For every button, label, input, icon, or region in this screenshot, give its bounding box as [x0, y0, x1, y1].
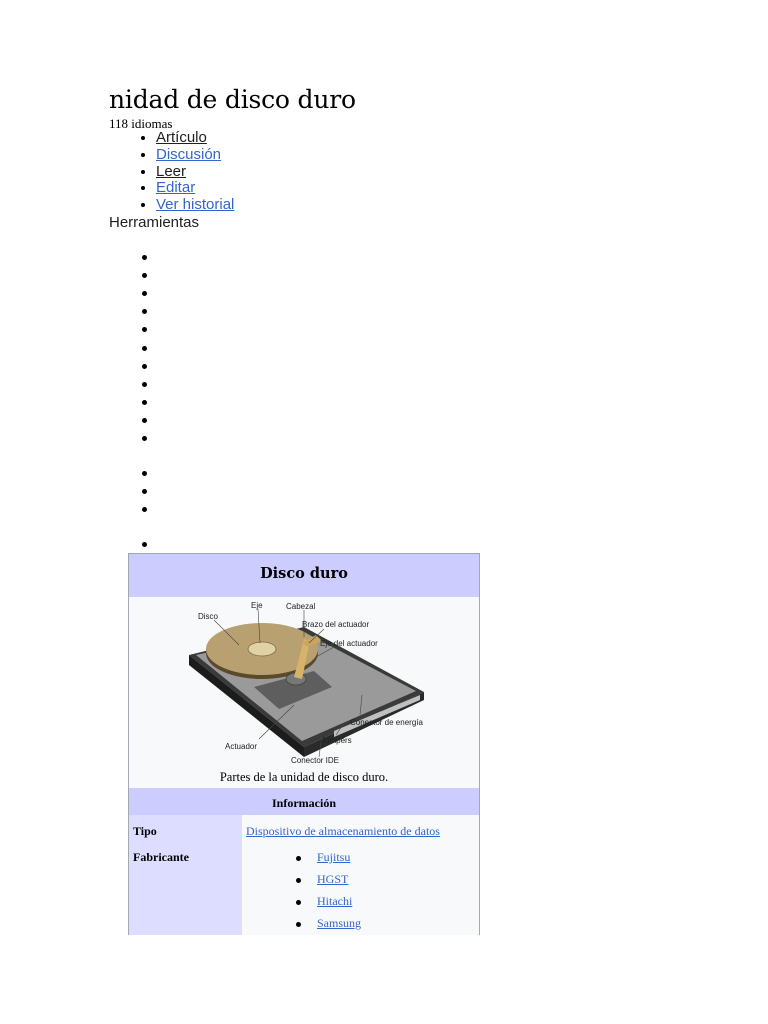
- row-value-tipo: [246, 824, 440, 839]
- tools-list-item[interactable]: [142, 273, 147, 278]
- manufacturer-item: [317, 916, 361, 931]
- tools-list-item[interactable]: [142, 507, 147, 512]
- languages-count[interactable]: 118 idiomas: [109, 116, 173, 131]
- manufacturer-bullet: [296, 856, 301, 861]
- label-disco: Disco: [198, 612, 219, 621]
- tools-menu-label[interactable]: Herramientas: [109, 214, 200, 231]
- manufacturer-bullet: [296, 922, 301, 927]
- tab-discusion: [156, 147, 234, 164]
- tools-list-item[interactable]: [142, 291, 147, 296]
- tools-list-item[interactable]: [142, 400, 147, 405]
- infobox-section-title: Información: [129, 788, 479, 815]
- infobox: [128, 553, 480, 935]
- tab-articulo: [156, 130, 234, 147]
- tools-list-item[interactable]: [142, 489, 147, 494]
- manufacturer-link-hgst[interactable]: HGST: [317, 872, 349, 886]
- tools-list-item[interactable]: [142, 346, 147, 351]
- row-label-tipo: Tipo: [133, 824, 157, 838]
- label-cabezal: Cabezal: [286, 602, 316, 611]
- tools-list-item[interactable]: [142, 471, 147, 476]
- manufacturer-bullet: [296, 900, 301, 905]
- label-conector-energia: Conector de energía: [350, 718, 423, 727]
- tab-leer: [156, 164, 234, 181]
- tipo-link[interactable]: Dispositivo de almacenamiento de datos: [246, 824, 440, 838]
- hard-disk-diagram[interactable]: [184, 597, 429, 769]
- tab-editar: [156, 180, 234, 197]
- manufacturer-link-samsung[interactable]: Samsung: [317, 916, 362, 930]
- tools-list-item[interactable]: [142, 436, 147, 441]
- tab-ver-historial-link[interactable]: Ver historial: [156, 196, 235, 214]
- tools-list-item[interactable]: [142, 418, 147, 423]
- label-brazo: Brazo del actuador: [302, 620, 370, 629]
- manufacturer-bullet: [296, 878, 301, 883]
- tools-list-item[interactable]: [142, 364, 147, 369]
- infobox-caption: Partes de la unidad de disco duro.: [219, 770, 389, 784]
- tools-list-item[interactable]: [142, 327, 147, 332]
- tools-list-item[interactable]: [142, 255, 147, 260]
- page-tabs: [109, 130, 234, 214]
- label-jumpers: Jumpers: [321, 736, 352, 745]
- tab-leer-link[interactable]: Leer: [156, 162, 187, 180]
- label-eje-actuador: Eje del actuador: [320, 639, 378, 648]
- manufacturer-link-fujitsu[interactable]: Fujitsu: [317, 850, 351, 864]
- tools-list-item[interactable]: [142, 309, 147, 314]
- manufacturer-link-hitachi[interactable]: Hitachi: [317, 894, 353, 908]
- tab-discusion-link[interactable]: Discusión: [156, 145, 222, 163]
- page-title: nidad de disco duro: [109, 85, 356, 114]
- label-conector-ide: Conector IDE: [291, 756, 340, 765]
- tools-list-item[interactable]: [142, 542, 147, 547]
- tab-editar-link[interactable]: Editar: [156, 179, 196, 197]
- tab-ver-historial: [156, 197, 234, 214]
- manufacturer-item: [317, 894, 352, 909]
- manufacturer-item: [317, 850, 350, 865]
- row-label-fabricante: Fabricante: [133, 850, 189, 864]
- label-eje: Eje: [251, 601, 263, 610]
- label-actuador: Actuador: [225, 742, 258, 751]
- tools-list-item[interactable]: [142, 382, 147, 387]
- tab-articulo-link[interactable]: Artículo: [156, 129, 207, 146]
- infobox-title: Disco duro: [129, 554, 479, 597]
- manufacturer-item: [317, 872, 348, 887]
